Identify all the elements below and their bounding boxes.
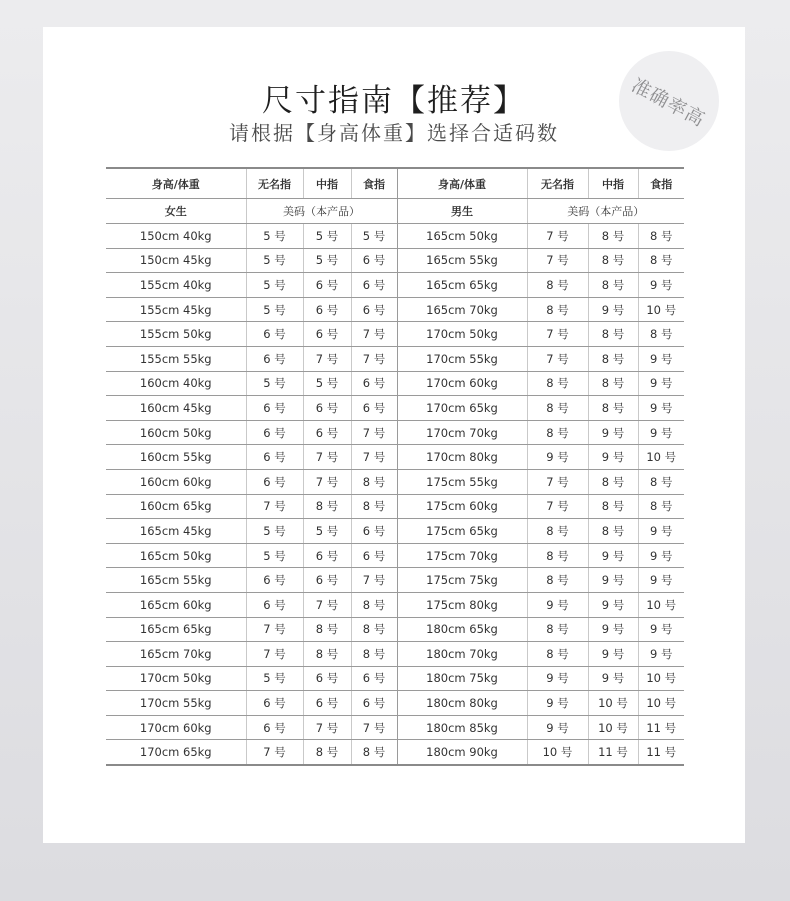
female-middle-size-cell: 7 号 bbox=[303, 469, 351, 494]
male-height-weight-cell: 180cm 70kg bbox=[397, 642, 527, 667]
female-height-weight-cell: 155cm 55kg bbox=[106, 346, 246, 371]
female-ring-size-cell: 6 号 bbox=[246, 420, 303, 445]
female-middle-size-cell: 6 号 bbox=[303, 420, 351, 445]
male-index-size-cell: 9 号 bbox=[638, 346, 684, 371]
table-row bbox=[106, 666, 684, 691]
female-ring-size-cell: 5 号 bbox=[246, 273, 303, 298]
accuracy-badge bbox=[619, 51, 719, 151]
female-height-weight-cell: 165cm 55kg bbox=[106, 568, 246, 593]
male-height-weight-cell: 175cm 65kg bbox=[397, 519, 527, 544]
female-index-size-cell: 7 号 bbox=[351, 445, 397, 470]
female-index-size-cell: 5 号 bbox=[351, 224, 397, 249]
male-middle-size-cell: 10 号 bbox=[588, 715, 638, 740]
female-index-size-cell: 8 号 bbox=[351, 494, 397, 519]
male-ring-size-cell: 9 号 bbox=[527, 666, 588, 691]
male-middle-size-cell: 9 号 bbox=[588, 543, 638, 568]
female-height-weight-cell: 170cm 60kg bbox=[106, 715, 246, 740]
male-ring-size-cell: 8 号 bbox=[527, 396, 588, 421]
female-middle-size-cell: 6 号 bbox=[303, 691, 351, 716]
female-index-size-cell: 6 号 bbox=[351, 396, 397, 421]
female-index-size-cell: 7 号 bbox=[351, 346, 397, 371]
male-index-size-cell: 9 号 bbox=[638, 396, 684, 421]
table-row bbox=[106, 617, 684, 642]
male-index-size-cell: 9 号 bbox=[638, 371, 684, 396]
male-height-weight-cell: 170cm 60kg bbox=[397, 371, 527, 396]
female-ring-size-cell: 6 号 bbox=[246, 715, 303, 740]
male-middle-size-cell: 8 号 bbox=[588, 519, 638, 544]
male-middle-size-cell: 8 号 bbox=[588, 248, 638, 273]
female-index-size-cell: 8 号 bbox=[351, 469, 397, 494]
table-row bbox=[106, 371, 684, 396]
female-middle-size-cell: 7 号 bbox=[303, 715, 351, 740]
female-height-weight-cell: 155cm 45kg bbox=[106, 297, 246, 322]
female-middle-size-cell: 8 号 bbox=[303, 642, 351, 667]
table-row bbox=[106, 740, 684, 765]
male-height-weight-cell: 175cm 75kg bbox=[397, 568, 527, 593]
header-ring-finger-male: 无名指 bbox=[527, 168, 588, 199]
table-row bbox=[106, 224, 684, 249]
table-row bbox=[106, 322, 684, 347]
page-title: 尺寸指南【推荐】 bbox=[262, 83, 526, 119]
table-row bbox=[106, 592, 684, 617]
female-index-size-cell: 6 号 bbox=[351, 666, 397, 691]
male-height-weight-cell: 180cm 65kg bbox=[397, 617, 527, 642]
male-index-size-cell: 10 号 bbox=[638, 592, 684, 617]
female-ring-size-cell: 6 号 bbox=[246, 691, 303, 716]
female-middle-size-cell: 6 号 bbox=[303, 297, 351, 322]
female-label: 女生 bbox=[106, 199, 246, 224]
male-ring-size-cell: 7 号 bbox=[527, 494, 588, 519]
male-index-size-cell: 8 号 bbox=[638, 494, 684, 519]
male-middle-size-cell: 8 号 bbox=[588, 494, 638, 519]
female-middle-size-cell: 8 号 bbox=[303, 494, 351, 519]
male-ring-size-cell: 9 号 bbox=[527, 691, 588, 716]
male-ring-size-cell: 8 号 bbox=[527, 642, 588, 667]
female-height-weight-cell: 170cm 65kg bbox=[106, 740, 246, 765]
table-row bbox=[106, 445, 684, 470]
female-height-weight-cell: 170cm 50kg bbox=[106, 666, 246, 691]
male-index-size-cell: 11 号 bbox=[638, 715, 684, 740]
female-index-size-cell: 6 号 bbox=[351, 248, 397, 273]
female-middle-size-cell: 5 号 bbox=[303, 224, 351, 249]
female-height-weight-cell: 170cm 55kg bbox=[106, 691, 246, 716]
female-middle-size-cell: 8 号 bbox=[303, 740, 351, 765]
female-middle-size-cell: 6 号 bbox=[303, 568, 351, 593]
male-ring-size-cell: 8 号 bbox=[527, 568, 588, 593]
page-subtitle: 请根据【身高体重】选择合适码数 bbox=[229, 121, 559, 145]
subheader-row bbox=[106, 199, 684, 224]
male-middle-size-cell: 8 号 bbox=[588, 322, 638, 347]
male-ring-size-cell: 7 号 bbox=[527, 322, 588, 347]
male-height-weight-cell: 170cm 50kg bbox=[397, 322, 527, 347]
male-height-weight-cell: 165cm 65kg bbox=[397, 273, 527, 298]
table-row bbox=[106, 691, 684, 716]
female-height-weight-cell: 160cm 55kg bbox=[106, 445, 246, 470]
male-index-size-cell: 9 号 bbox=[638, 519, 684, 544]
male-middle-size-cell: 11 号 bbox=[588, 740, 638, 765]
female-index-size-cell: 8 号 bbox=[351, 642, 397, 667]
female-index-size-cell: 6 号 bbox=[351, 691, 397, 716]
header-index-finger-female: 食指 bbox=[351, 168, 397, 199]
accuracy-badge-text: 准确率高 bbox=[627, 73, 709, 131]
female-index-size-cell: 6 号 bbox=[351, 519, 397, 544]
female-index-size-cell: 7 号 bbox=[351, 715, 397, 740]
female-ring-size-cell: 6 号 bbox=[246, 568, 303, 593]
male-index-size-cell: 8 号 bbox=[638, 322, 684, 347]
male-height-weight-cell: 180cm 75kg bbox=[397, 666, 527, 691]
female-height-weight-cell: 160cm 45kg bbox=[106, 396, 246, 421]
male-middle-size-cell: 9 号 bbox=[588, 666, 638, 691]
table-row bbox=[106, 642, 684, 667]
female-index-size-cell: 6 号 bbox=[351, 273, 397, 298]
female-ring-size-cell: 5 号 bbox=[246, 297, 303, 322]
male-middle-size-cell: 9 号 bbox=[588, 568, 638, 593]
female-index-size-cell: 7 号 bbox=[351, 568, 397, 593]
male-middle-size-cell: 9 号 bbox=[588, 617, 638, 642]
male-ring-size-cell: 7 号 bbox=[527, 346, 588, 371]
female-ring-size-cell: 5 号 bbox=[246, 543, 303, 568]
header-ring-finger-female: 无名指 bbox=[246, 168, 303, 199]
female-height-weight-cell: 155cm 40kg bbox=[106, 273, 246, 298]
male-index-size-cell: 8 号 bbox=[638, 248, 684, 273]
table-row bbox=[106, 543, 684, 568]
male-index-size-cell: 10 号 bbox=[638, 691, 684, 716]
female-height-weight-cell: 155cm 50kg bbox=[106, 322, 246, 347]
male-middle-size-cell: 9 号 bbox=[588, 445, 638, 470]
female-height-weight-cell: 165cm 50kg bbox=[106, 543, 246, 568]
male-index-size-cell: 8 号 bbox=[638, 224, 684, 249]
table-row bbox=[106, 248, 684, 273]
male-ring-size-cell: 8 号 bbox=[527, 617, 588, 642]
male-index-size-cell: 9 号 bbox=[638, 568, 684, 593]
female-middle-size-cell: 6 号 bbox=[303, 543, 351, 568]
female-middle-size-cell: 5 号 bbox=[303, 371, 351, 396]
table-row bbox=[106, 494, 684, 519]
size-guide-card bbox=[43, 27, 745, 843]
male-height-weight-cell: 165cm 70kg bbox=[397, 297, 527, 322]
table-row bbox=[106, 568, 684, 593]
female-ring-size-cell: 6 号 bbox=[246, 445, 303, 470]
male-middle-size-cell: 8 号 bbox=[588, 224, 638, 249]
male-height-weight-cell: 180cm 80kg bbox=[397, 691, 527, 716]
male-height-weight-cell: 180cm 90kg bbox=[397, 740, 527, 765]
male-middle-size-cell: 8 号 bbox=[588, 346, 638, 371]
male-middle-size-cell: 8 号 bbox=[588, 469, 638, 494]
male-index-size-cell: 9 号 bbox=[638, 642, 684, 667]
male-height-weight-cell: 170cm 55kg bbox=[397, 346, 527, 371]
male-height-weight-cell: 175cm 80kg bbox=[397, 592, 527, 617]
male-ring-size-cell: 8 号 bbox=[527, 543, 588, 568]
male-height-weight-cell: 175cm 55kg bbox=[397, 469, 527, 494]
table-row bbox=[106, 297, 684, 322]
male-height-weight-cell: 165cm 50kg bbox=[397, 224, 527, 249]
female-height-weight-cell: 165cm 60kg bbox=[106, 592, 246, 617]
female-middle-size-cell: 8 号 bbox=[303, 617, 351, 642]
male-middle-size-cell: 9 号 bbox=[588, 642, 638, 667]
female-ring-size-cell: 6 号 bbox=[246, 592, 303, 617]
male-index-size-cell: 10 号 bbox=[638, 666, 684, 691]
female-height-weight-cell: 160cm 50kg bbox=[106, 420, 246, 445]
female-middle-size-cell: 5 号 bbox=[303, 248, 351, 273]
table-row bbox=[106, 469, 684, 494]
female-ring-size-cell: 5 号 bbox=[246, 666, 303, 691]
male-ring-size-cell: 8 号 bbox=[527, 371, 588, 396]
table-row bbox=[106, 420, 684, 445]
female-ring-size-cell: 5 号 bbox=[246, 224, 303, 249]
table-row bbox=[106, 273, 684, 298]
male-index-size-cell: 8 号 bbox=[638, 469, 684, 494]
female-index-size-cell: 7 号 bbox=[351, 420, 397, 445]
male-middle-size-cell: 8 号 bbox=[588, 371, 638, 396]
female-index-size-cell: 6 号 bbox=[351, 297, 397, 322]
female-ring-size-cell: 7 号 bbox=[246, 494, 303, 519]
male-index-size-cell: 9 号 bbox=[638, 617, 684, 642]
female-middle-size-cell: 7 号 bbox=[303, 346, 351, 371]
size-table-body bbox=[106, 224, 684, 766]
male-index-size-cell: 10 号 bbox=[638, 445, 684, 470]
female-middle-size-cell: 7 号 bbox=[303, 445, 351, 470]
header-middle-finger-male: 中指 bbox=[588, 168, 638, 199]
female-ring-size-cell: 7 号 bbox=[246, 642, 303, 667]
male-height-weight-cell: 170cm 70kg bbox=[397, 420, 527, 445]
measure-label-female: 美码（本产品） bbox=[246, 199, 397, 224]
male-middle-size-cell: 9 号 bbox=[588, 592, 638, 617]
male-height-weight-cell: 170cm 65kg bbox=[397, 396, 527, 421]
male-ring-size-cell: 8 号 bbox=[527, 420, 588, 445]
female-ring-size-cell: 7 号 bbox=[246, 617, 303, 642]
female-ring-size-cell: 6 号 bbox=[246, 396, 303, 421]
table-row bbox=[106, 715, 684, 740]
measure-label-male: 美码（本产品） bbox=[527, 199, 684, 224]
header-height-weight-female: 身高/体重 bbox=[106, 168, 246, 199]
female-height-weight-cell: 165cm 45kg bbox=[106, 519, 246, 544]
male-ring-size-cell: 9 号 bbox=[527, 715, 588, 740]
male-ring-size-cell: 7 号 bbox=[527, 224, 588, 249]
male-ring-size-cell: 9 号 bbox=[527, 445, 588, 470]
male-index-size-cell: 9 号 bbox=[638, 273, 684, 298]
female-index-size-cell: 8 号 bbox=[351, 617, 397, 642]
table-row bbox=[106, 519, 684, 544]
male-ring-size-cell: 8 号 bbox=[527, 297, 588, 322]
header-middle-finger-female: 中指 bbox=[303, 168, 351, 199]
male-label: 男生 bbox=[397, 199, 527, 224]
header-index-finger-male: 食指 bbox=[638, 168, 684, 199]
female-height-weight-cell: 165cm 65kg bbox=[106, 617, 246, 642]
female-middle-size-cell: 6 号 bbox=[303, 396, 351, 421]
female-middle-size-cell: 6 号 bbox=[303, 322, 351, 347]
male-ring-size-cell: 7 号 bbox=[527, 248, 588, 273]
female-height-weight-cell: 160cm 40kg bbox=[106, 371, 246, 396]
female-index-size-cell: 6 号 bbox=[351, 371, 397, 396]
male-middle-size-cell: 9 号 bbox=[588, 297, 638, 322]
female-index-size-cell: 8 号 bbox=[351, 740, 397, 765]
female-ring-size-cell: 7 号 bbox=[246, 740, 303, 765]
male-middle-size-cell: 10 号 bbox=[588, 691, 638, 716]
male-height-weight-cell: 175cm 60kg bbox=[397, 494, 527, 519]
table-row bbox=[106, 396, 684, 421]
male-height-weight-cell: 175cm 70kg bbox=[397, 543, 527, 568]
male-height-weight-cell: 165cm 55kg bbox=[397, 248, 527, 273]
male-middle-size-cell: 9 号 bbox=[588, 420, 638, 445]
male-middle-size-cell: 8 号 bbox=[588, 273, 638, 298]
female-height-weight-cell: 160cm 65kg bbox=[106, 494, 246, 519]
male-index-size-cell: 10 号 bbox=[638, 297, 684, 322]
male-index-size-cell: 11 号 bbox=[638, 740, 684, 765]
male-index-size-cell: 9 号 bbox=[638, 543, 684, 568]
male-height-weight-cell: 180cm 85kg bbox=[397, 715, 527, 740]
female-ring-size-cell: 5 号 bbox=[246, 248, 303, 273]
female-height-weight-cell: 160cm 60kg bbox=[106, 469, 246, 494]
female-middle-size-cell: 6 号 bbox=[303, 666, 351, 691]
female-ring-size-cell: 6 号 bbox=[246, 322, 303, 347]
female-middle-size-cell: 7 号 bbox=[303, 592, 351, 617]
male-ring-size-cell: 10 号 bbox=[527, 740, 588, 765]
size-table bbox=[106, 167, 684, 766]
header-height-weight-male: 身高/体重 bbox=[397, 168, 527, 199]
female-height-weight-cell: 150cm 40kg bbox=[106, 224, 246, 249]
male-index-size-cell: 9 号 bbox=[638, 420, 684, 445]
male-ring-size-cell: 7 号 bbox=[527, 469, 588, 494]
header-row bbox=[106, 168, 684, 199]
female-height-weight-cell: 150cm 45kg bbox=[106, 248, 246, 273]
female-index-size-cell: 6 号 bbox=[351, 543, 397, 568]
female-ring-size-cell: 5 号 bbox=[246, 371, 303, 396]
male-height-weight-cell: 170cm 80kg bbox=[397, 445, 527, 470]
female-middle-size-cell: 5 号 bbox=[303, 519, 351, 544]
male-ring-size-cell: 8 号 bbox=[527, 273, 588, 298]
female-index-size-cell: 8 号 bbox=[351, 592, 397, 617]
female-height-weight-cell: 165cm 70kg bbox=[106, 642, 246, 667]
male-ring-size-cell: 9 号 bbox=[527, 592, 588, 617]
female-index-size-cell: 7 号 bbox=[351, 322, 397, 347]
male-ring-size-cell: 8 号 bbox=[527, 519, 588, 544]
female-ring-size-cell: 5 号 bbox=[246, 519, 303, 544]
female-ring-size-cell: 6 号 bbox=[246, 469, 303, 494]
male-middle-size-cell: 8 号 bbox=[588, 396, 638, 421]
female-ring-size-cell: 6 号 bbox=[246, 346, 303, 371]
table-row bbox=[106, 346, 684, 371]
female-middle-size-cell: 6 号 bbox=[303, 273, 351, 298]
